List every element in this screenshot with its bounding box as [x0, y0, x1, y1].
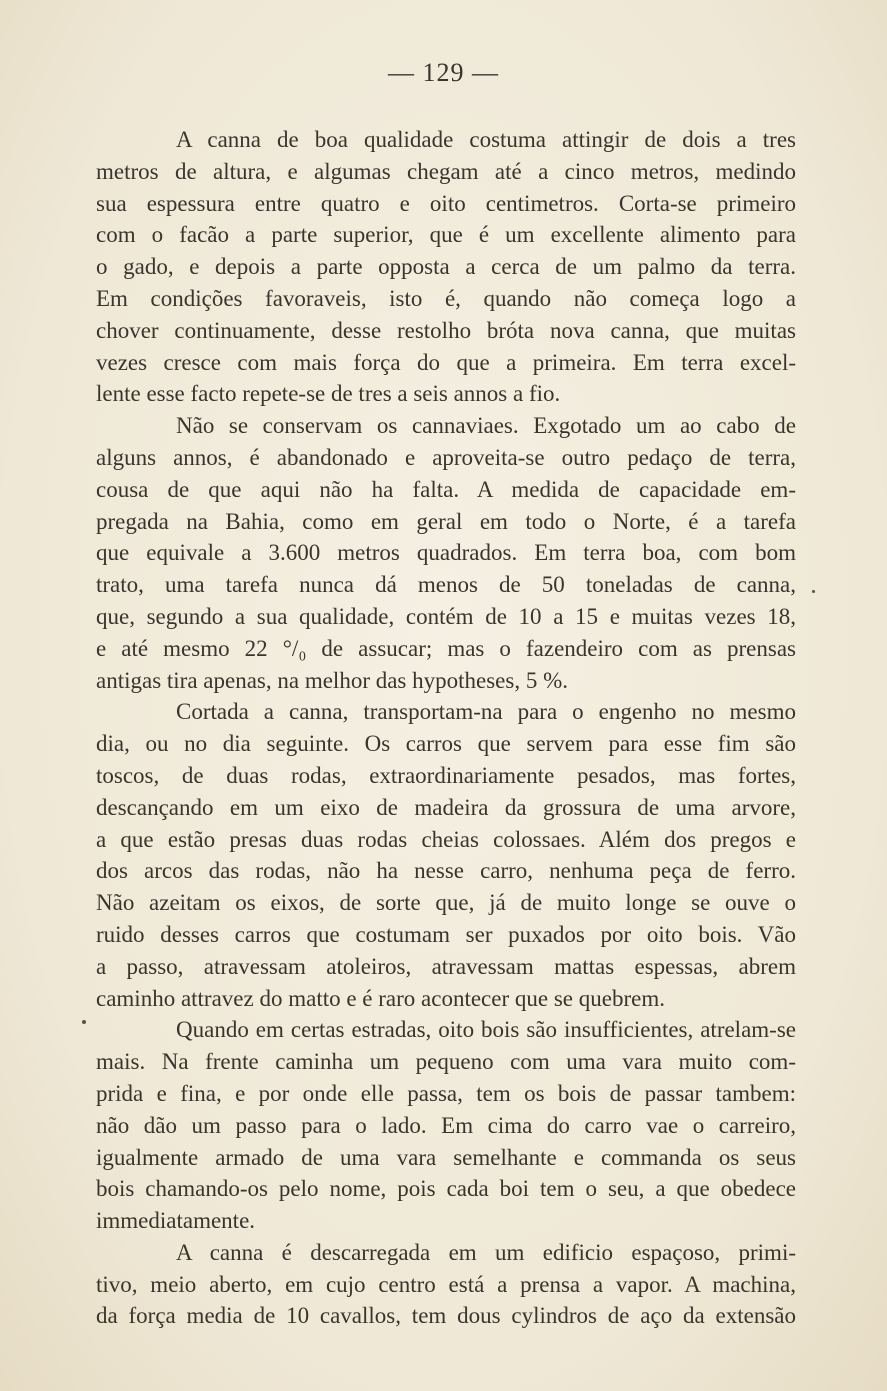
text-line: dos arcos das rodas, não ha nesse carro, nenhuma peça de ferro. — [96, 858, 796, 884]
text-line: da força media de 10 cavallos, tem dous cylindros de aço da extensão — [96, 1303, 796, 1329]
text-line: bois chamando-os pelo nome, pois cada boi tem o seu, a que obedece — [96, 1176, 796, 1202]
text-line: caminho attravez do matto e é raro acontecer que se quebrem. — [96, 985, 665, 1011]
body-text — [96, 124, 796, 1332]
text-line: sua espessura entre quatro e oito centimetros. Corta-se primeiro — [96, 190, 796, 216]
text-line: toscos, de duas rodas, extraordinariamente pesados, mas fortes, — [96, 762, 796, 788]
text-line: Cortada a canna, transportam-na para o engenho no mesmo — [176, 699, 796, 725]
paragraph-2 — [96, 410, 796, 696]
text-line: antigas tira apenas, na melhor das hypotheses, 5 %. — [96, 667, 569, 693]
text-line: com o facão a parte superior, que é um excellente alimento para — [96, 222, 796, 248]
text-line: alguns annos, é abandonado e aproveita-se outro pedaço de terra, — [96, 444, 796, 470]
text-line: ruido desses carros que costumam ser puxados por oito bois. Vão — [96, 921, 796, 947]
text-line: A canna de boa qualidade costuma attingir de dois a tres — [176, 127, 796, 152]
text-line: e até mesmo 22 °/₀ de assucar; mas o fazendeiro com as prensas — [96, 635, 796, 661]
paragraph-1 — [96, 124, 796, 410]
paragraph-4 — [96, 1014, 796, 1237]
text-line: immediatamente. — [96, 1208, 256, 1234]
ink-speck — [812, 590, 815, 593]
text-line: que, segundo a sua qualidade, contém de 10 a 15 e muitas vezes 18, — [96, 603, 796, 629]
text-line: pregada na Bahia, como em geral em todo o Norte, é a tarefa — [96, 508, 796, 534]
text-line: descançando em um eixo de madeira da grossura de uma arvore, — [96, 794, 796, 820]
page-number: — 129 — — [388, 58, 499, 87]
text-line: lente esse facto repete-se de tres a seis annos a fio. — [96, 381, 561, 407]
text-line: Em condições favoraveis, isto é, quando não começa logo a — [96, 285, 796, 311]
text-line: chover continuamente, desse restolho bróta nova canna, que muitas — [96, 317, 796, 343]
text-line: mais. Na frente caminha um pequeno com uma vara muito com- — [96, 1049, 796, 1075]
text-line: que equivale a 3.600 metros quadrados. Em terra boa, com bom — [96, 540, 796, 566]
paragraph-3 — [96, 696, 796, 1014]
text-line: vezes cresce com mais força do que a primeira. Em terra excel- — [96, 349, 796, 375]
text-line: cousa de que aqui não ha falta. A medida de capacidade em- — [96, 476, 796, 502]
paragraph-5 — [96, 1237, 796, 1332]
text-line: Não azeitam os eixos, de sorte que, já de muito longe se ouve o — [96, 890, 796, 916]
text-line: metros de altura, e algumas chegam até a cinco metros, medindo — [96, 158, 796, 184]
text-line: dia, ou no dia seguinte. Os carros que servem para esse fim são — [96, 731, 796, 757]
text-line: não dão um passo para o lado. Em cima do carro vae o carreiro, — [96, 1112, 796, 1138]
text-line: prida e fina, e por onde elle passa, tem os bois de passar tambem: — [96, 1080, 796, 1106]
ink-speck — [82, 1020, 86, 1024]
text-line: Quando em certas estradas, oito bois são insufficientes, atrelam-se — [176, 1017, 796, 1043]
text-line: a passo, atravessam atoleiros, atravessam mattas espessas, abrem — [96, 953, 796, 979]
text-line: tivo, meio aberto, em cujo centro está a prensa a vapor. A machina, — [96, 1271, 796, 1297]
text-line: o gado, e depois a parte opposta a cerca de um palmo da terra. — [96, 254, 796, 280]
text-line: a que estão presas duas rodas cheias colossaes. Além dos pregos e — [96, 826, 796, 852]
text-line: igualmente armado de uma vara semelhante e commanda os seus — [96, 1144, 796, 1170]
text-line: A canna é descarregada em um edificio espaçoso, primi- — [176, 1239, 796, 1265]
text-line: Não se conservam os cannaviaes. Exgotado um ao cabo de — [176, 413, 796, 439]
text-line: trato, uma tarefa nunca dá menos de 50 toneladas de canna, — [96, 572, 796, 598]
